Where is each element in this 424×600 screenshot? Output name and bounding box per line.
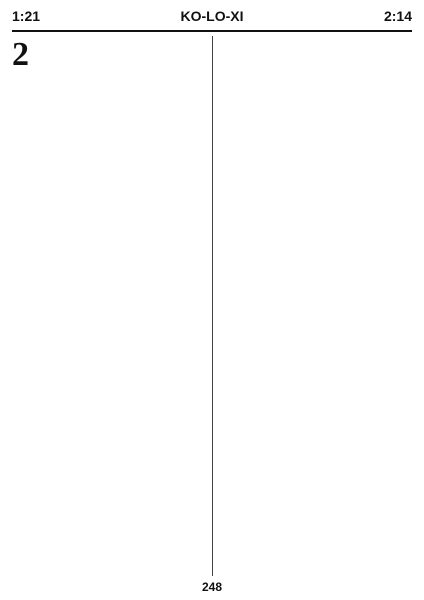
chapter-start [12,36,202,73]
text-columns [12,36,412,576]
header-right-reference: 2:14 [383,8,412,24]
chapter-opening-text [33,40,202,70]
left-column [12,36,202,576]
running-header [12,8,412,32]
column-divider [212,36,213,576]
chapter-number: 2 [12,36,29,73]
right-column [223,36,413,576]
page-number: 248 [201,580,223,594]
header-left-reference: 1:21 [12,8,41,24]
header-book-title: KO-LO-XI [180,8,244,24]
